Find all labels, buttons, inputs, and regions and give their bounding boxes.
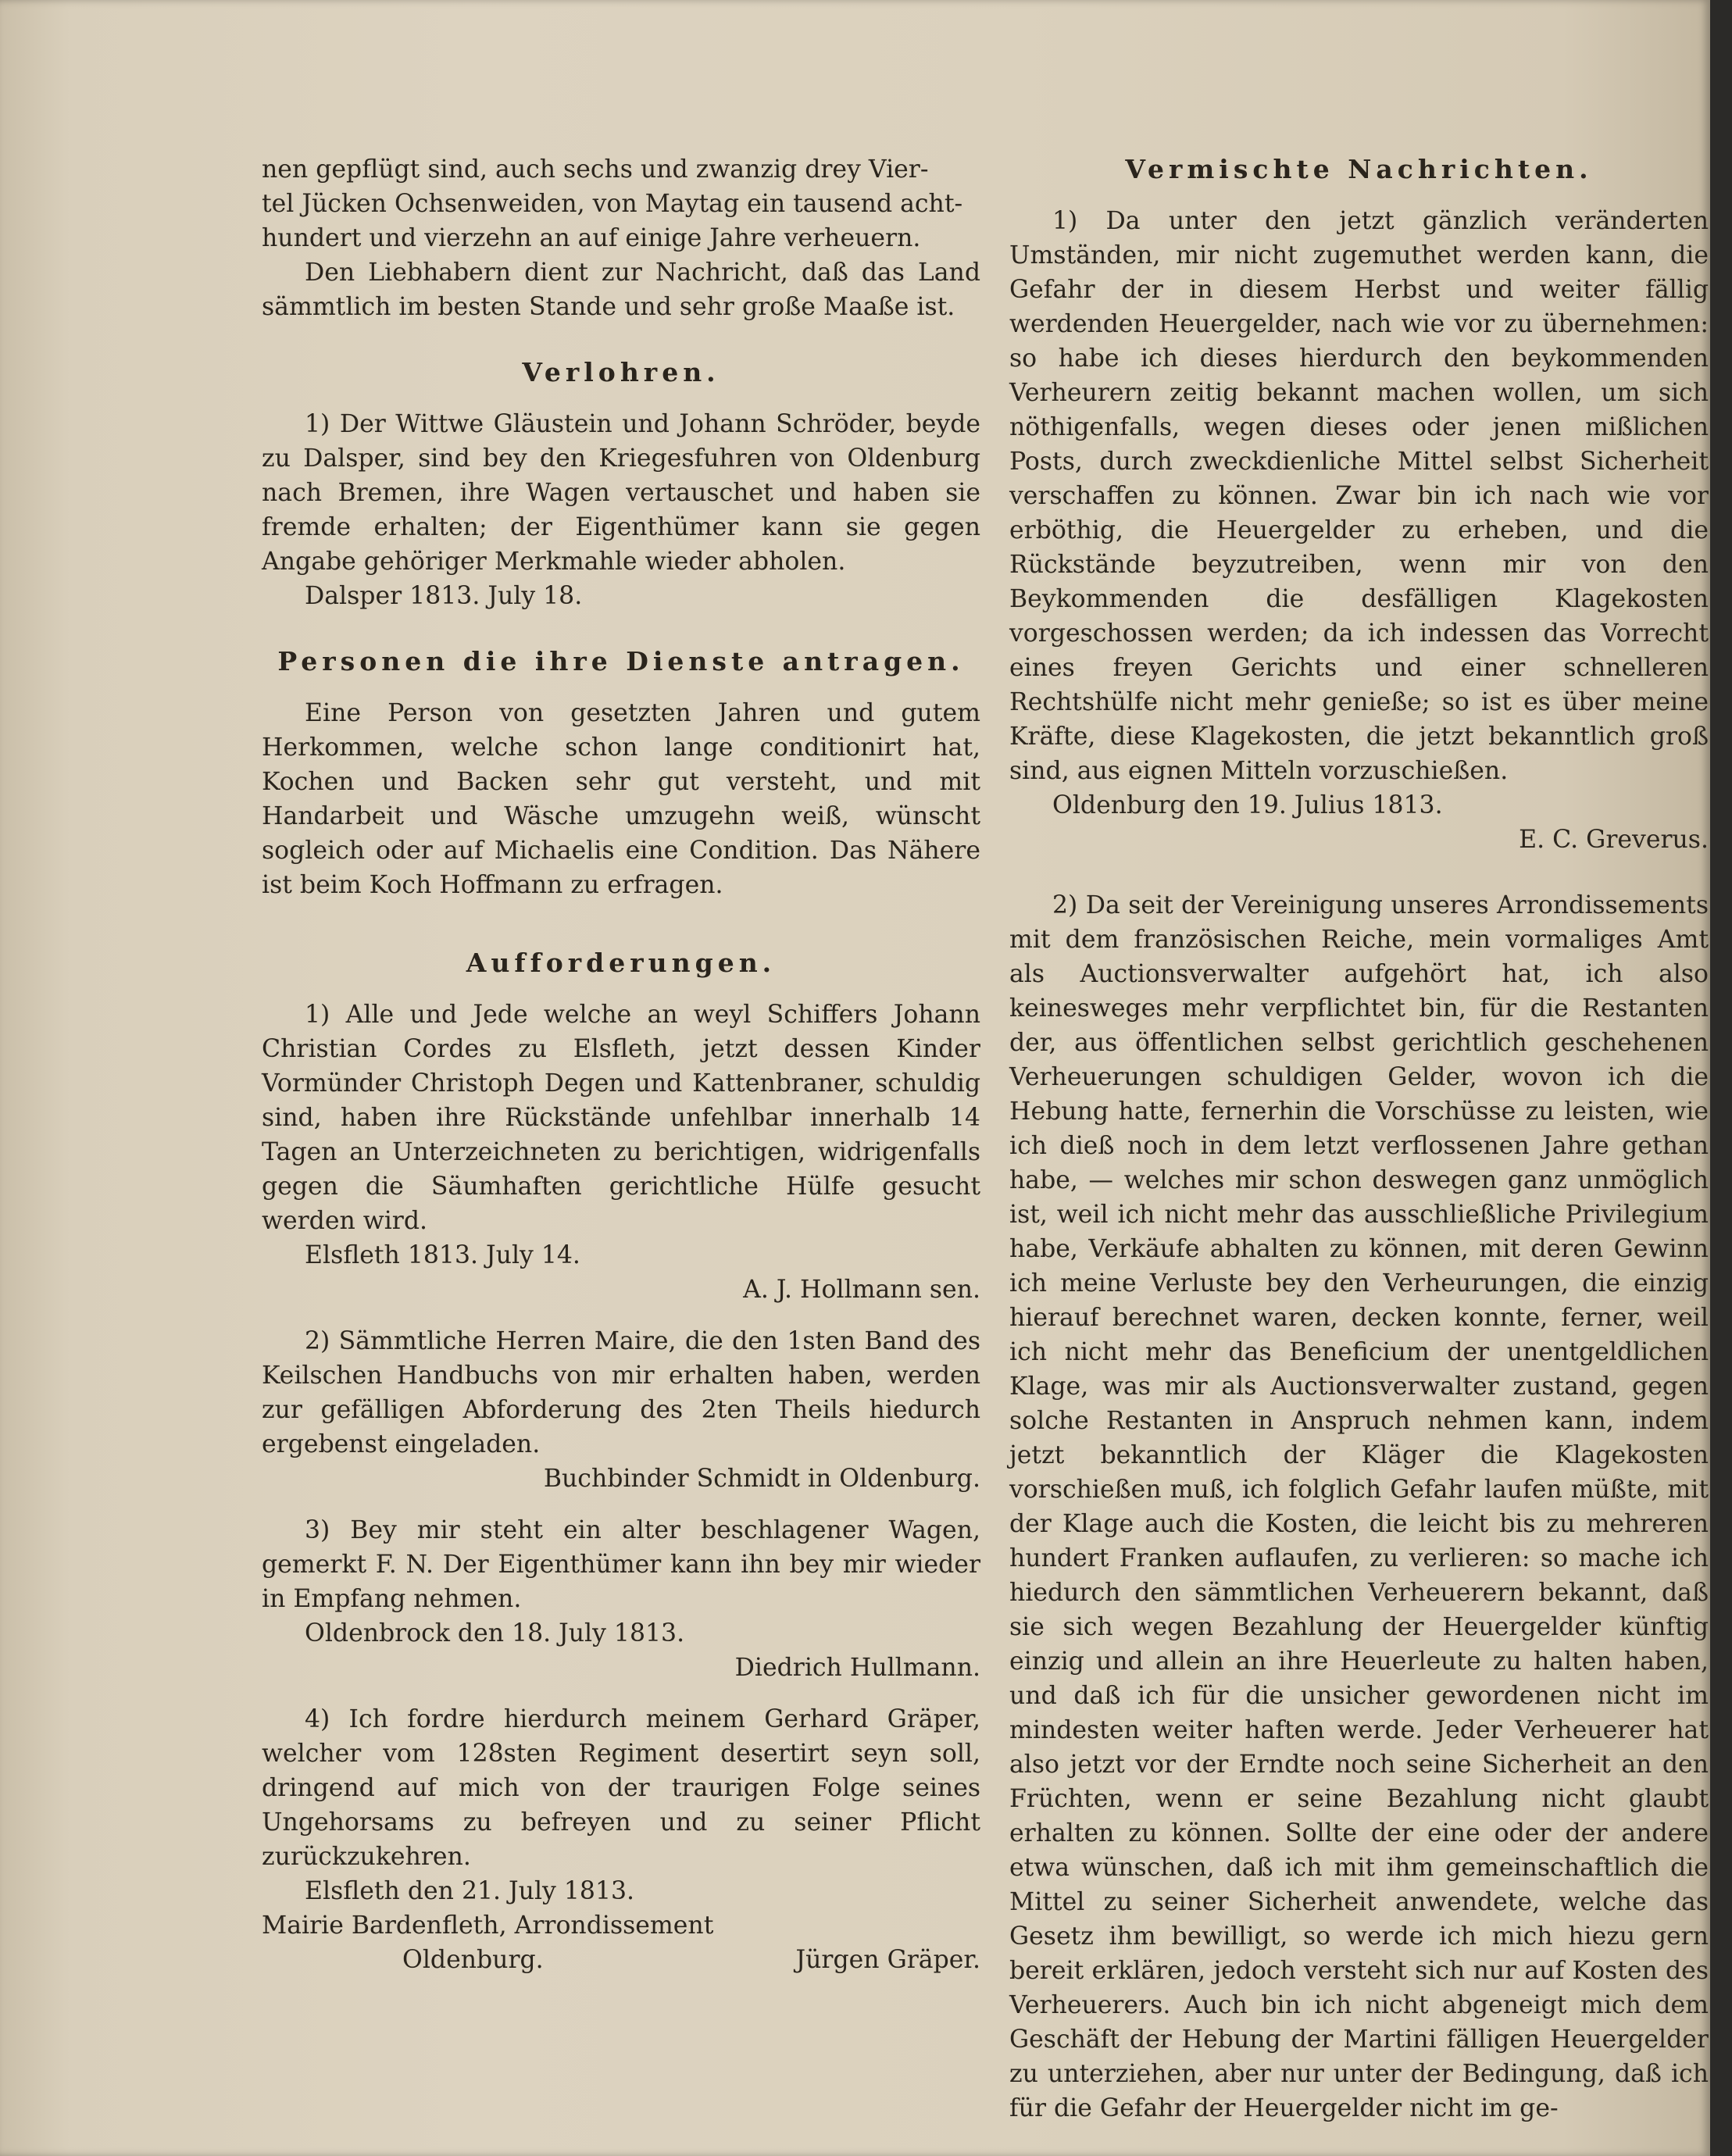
aufforderung-2-signature: Buchbinder Schmidt in Oldenburg. [543,1465,980,1493]
vermischte-1-date: Oldenburg den 19. Julius 1813. [1052,791,1443,819]
verlohren-date: Dalsper 1813. July 18. [305,582,583,610]
intro-line-1: nen gepflügt sind, auch sechs und zwanzig drey Vier- [262,155,929,184]
aufforderung-1-signature: A. J. Hollmann sen. [743,1276,980,1304]
aufforderung-3-date: Oldenbrock den 18. July 1813. [305,1619,685,1647]
verlohren-text: 1) Der Wittwe Gläustein und Johann Schröder, beyde zu Dalsper, sind bey den Kriegesfuhren von Oldenburg nach Bremen, ihre Wagen vertauschet und haben sie fremde erhalten; der Eigenthümer kann sie gegen Angabe gehöriger Merkmahle wieder abholen. [262,410,980,576]
left-column [262,152,980,1977]
aufforderung-4-place-city: Oldenburg. [402,1946,544,1974]
aufforderung-1-text: 1) Alle und Jede welche an weyl Schiffers Johann Christian Cordes zu Elsfleth, jetzt dessen Kinder Vormünder Christoph Degen und Kattenbraner, schuldig sind, haben ihre Rückstände unfehlbar innerhalb 14 Tagen an Unterzeichneten zu berichtigen, widrigenfalls gegen die Säumhaften gerichtliche Hülfe gesucht werden wird. [262,1001,980,1235]
aufforderung-4-text: 4) Ich fordre hierdurch meinem Gerhard Gräper, welcher vom 128sten Regiment desertirt seyn soll, dringend auf mich von der traurigen Folge seines Ungehorsams zu befreyen und zu seiner Pflicht zurückzukehren. [262,1705,980,1871]
intro-line-3: hundert und vierzehn an auf einige Jahre verheuern. [262,224,921,252]
aufforderung-3-signature: Diedrich Hullmann. [734,1654,980,1682]
aufforderung-4-date: Elsfleth den 21. July 1813. [305,1877,635,1905]
intro-line-2: tel Jücken Ochsenweiden, von Maytag ein tausend acht- [262,190,963,218]
aufforderung-2-text: 2) Sämmtliche Herren Maire, die den 1sten Band des Keilschen Handbuchs von mir erhalten haben, werden zur gefälligen Abforderung des 2ten Theils hiedurch ergebenst eingeladen. [262,1327,980,1458]
right-column [1009,152,1709,2126]
vermischte-2-text: 2) Da seit der Vereinigung unseres Arrondissements mit dem französischen Reiche, mein vormaliges Amt als Auctionsverwalter aufgehört hat, ich also keinesweges mehr verpflichtet bin, für die Restanten der, aus öffentlichen selbst gerichtlich geschehenen Verheuerungen schuldigen Gelder, wovon ich die Hebung hatte, fernerhin die Vorschüsse zu leisten, wie ich dieß noch in dem letzt verflossenen Jahre gethan habe, — welches mir schon deswegen ganz unmöglich ist, weil ich nicht mehr das ausschließliche Privilegium habe, Verkäufe abhalten zu können, mit deren Gewinn ich meine Verluste bey den Verheurungen, die einzig hierauf berechnet waren, decken konnte, ferner, weil ich nicht mehr das Beneficium der unentgeldlichen Klage, was mir als Auctionsverwalter zustand, gegen solche Restanten in Anspruch nehmen kann, indem jetzt bekanntlich der Kläger die Klagekosten vorschießen muß, ich folglich Gefahr laufen müßte, mit der Klage auch die Kosten, die leicht bis zu mehreren hundert Franken auflaufen, zu verlieren: so mache ich hiedurch den sämmtlichen Verheuerern bekannt, daß sie sich wegen Bezahlung der Heuergelder künftig einzig und allein an ihre Heuerleute zu halten haben, und daß ich für die unsicher gewordenen nicht im mindesten weiter haften werde. Jeder Verheuerer hat also jetzt vor der Erndte noch seine Sicherheit an den Früchten, wenn er seine Bezahlung nicht glaubt erhalten zu können. Sollte der eine oder der andere etwa wünschen, daß ich mit ihm gemeinschaftlich die Mittel zu seiner Sicherheit anwendete, welche das Gesetz ihm bewilligt, so werde ich mich hiezu gern bereit erklären, jedoch versteht sich nur auf Kosten des Verheuerers. Auch bin ich nicht abgeneigt mich dem Geschäft der Hebung der Martini fälligen Heuergelder zu unterziehen, aber nur unter der Bedingung, daß ich für die Gefahr der Heuergelder nicht im ge- [1009,891,1709,2122]
heading-aufforderungen: Aufforderungen. [466,948,777,978]
background-edge [1710,0,1732,2156]
heading-vermischte: Vermischte Nachrichten. [1125,154,1593,184]
aufforderung-3-text: 3) Bey mir steht ein alter beschlagener Wagen, gemerkt F. N. Der Eigenthümer kann ihn bey mir wieder in Empfang nehmen. [262,1516,980,1613]
personen-text: Eine Person von gesetzten Jahren und gutem Herkommen, welche schon lange conditionirt hat, Kochen und Backen sehr gut versteht, und mit Handarbeit und Wäsche umzugehn weiß, wünscht sogleich oder auf Michaelis eine Condition. Das Nähere ist beim Koch Hoffmann zu erfragen. [262,699,980,899]
vermischte-1-signature: E. C. Greverus. [1519,826,1709,854]
aufforderung-1-date: Elsfleth 1813. July 14. [305,1241,580,1269]
aufforderung-4-signature: Jürgen Gräper. [795,1946,980,1974]
aufforderung-4-place: Mairie Bardenfleth, Arrondissement [262,1911,714,1940]
vermischte-1-text: 1) Da unter den jetzt gänzlich veränderten Umständen, mir nicht zugemuthet werden kann, die Gefahr der in diesem Herbst und weiter fällig werdenden Heuergelder, nach wie vor zu übernehmen: so habe ich dieses hierdurch den beykommenden Verheurern zeitig bekannt machen wollen, um sich nöthigenfalls, wegen dieses oder jenen mißlichen Posts, durch zweckdienliche Mittel selbst Sicherheit verschaffen zu können. Zwar bin ich nach wie vor erböthig, die Heuergelder zu erheben, und die Rückstände beyzutreiben, wenn mir von den Beykommenden die desfälligen Klagekosten vorgeschossen werden; da ich indessen das Vorrecht eines freyen Gerichts und einer schnelleren Rechtshülfe nicht mehr genieße; so ist es über meine Kräfte, diese Klagekosten, die jetzt bekanntlich groß sind, aus eignen Mitteln vorzuschießen. [1009,207,1709,785]
heading-personen: Personen die ihre Dienste antragen. [277,646,965,676]
aufforderung-4-sigrow [262,1943,980,1977]
intro-paragraph: Den Liebhabern dient zur Nachricht, daß das Land sämmtlich im besten Stande und sehr große Maaße ist. [262,259,980,321]
heading-verlohren: Verlohren. [522,357,720,387]
